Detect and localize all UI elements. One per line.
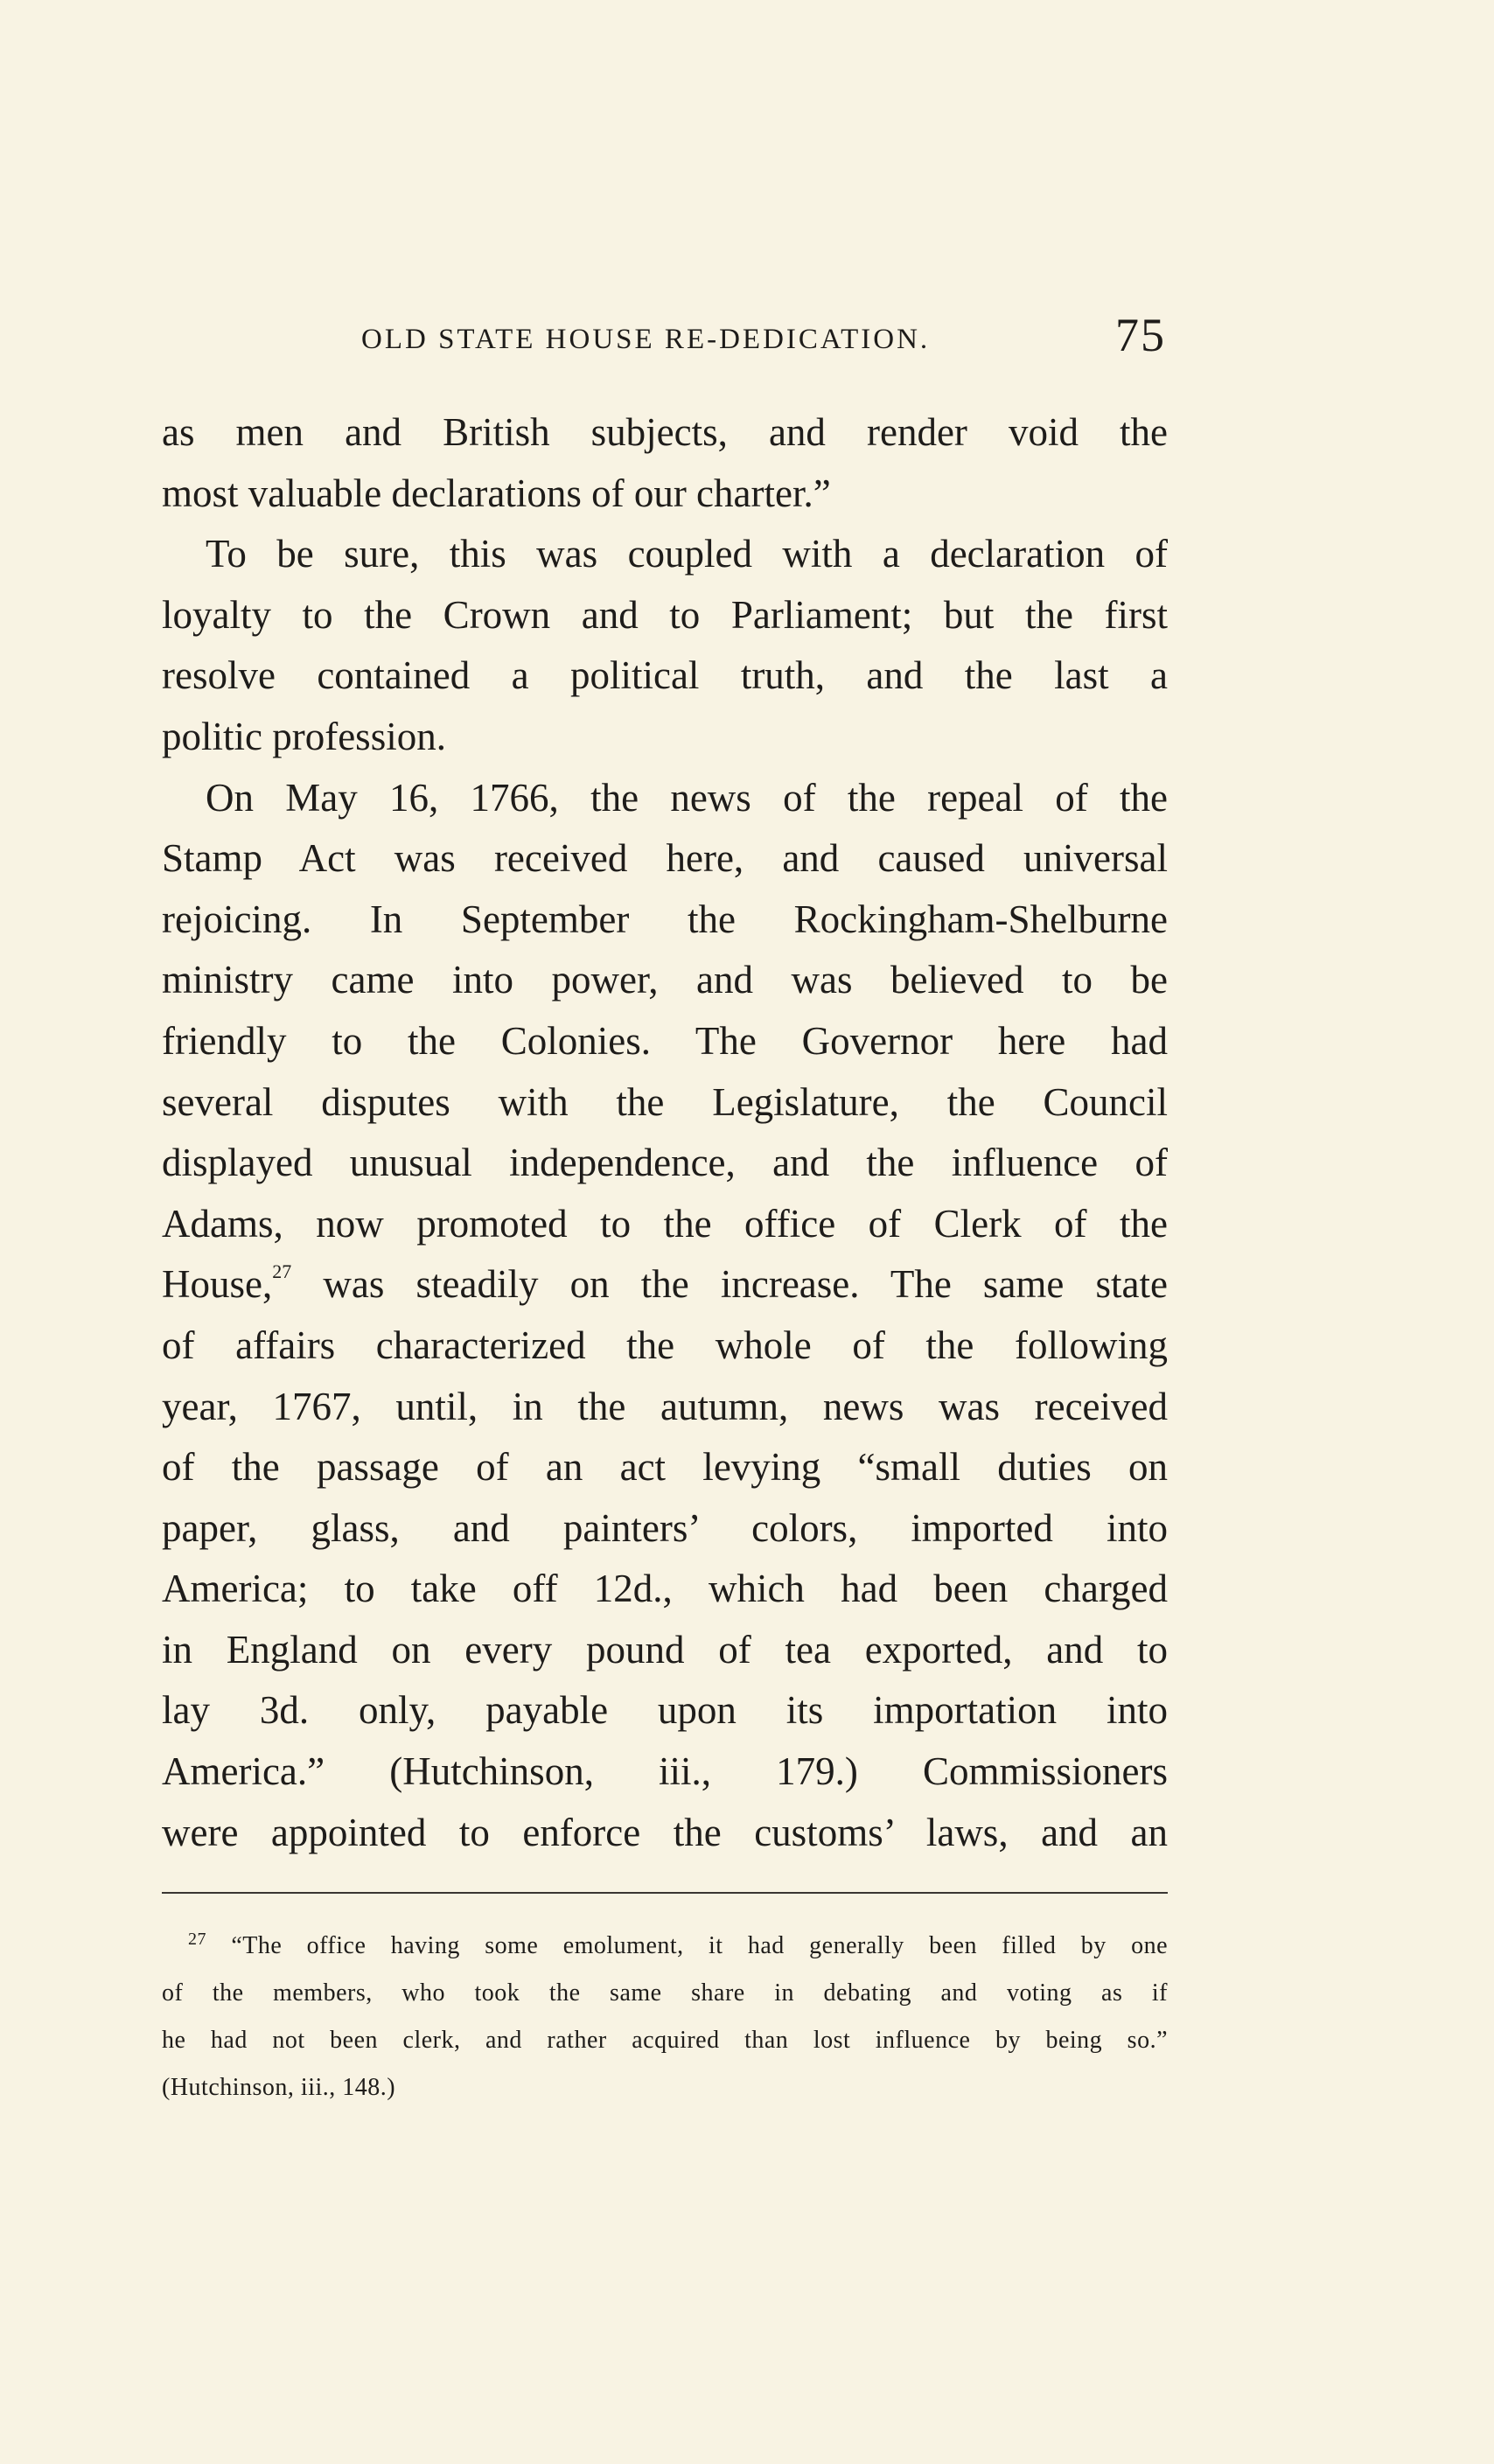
footnote-marker: 27 bbox=[188, 1930, 206, 1949]
text-line: as men and British subjects, and render void the bbox=[162, 410, 1168, 454]
text-line: America.” (Hutchinson, iii., 179.) Commissioners bbox=[162, 1749, 1168, 1794]
text-line: of the passage of an act levying “small duties on bbox=[162, 1445, 1168, 1490]
text-line: year, 1767, until, in the autumn, news was received bbox=[162, 1384, 1168, 1428]
text-line: resolve contained a political truth, and the last a bbox=[162, 653, 1168, 698]
text-line-with-footnote-ref bbox=[162, 1254, 1168, 1316]
text-line: lay 3d. only, payable upon its importation into bbox=[162, 1688, 1168, 1733]
text-line: paper, glass, and painters’ colors, imported into bbox=[162, 1505, 1168, 1550]
text-line: ministry came into power, and was believed to be bbox=[162, 958, 1168, 1002]
text-line: most valuable declarations of our charter.” bbox=[162, 471, 831, 515]
footnote-line: he had not been clerk, and rather acquired than lost influence by being so.” bbox=[162, 2027, 1168, 2054]
text-line: displayed unusual independence, and the influence of bbox=[162, 1141, 1168, 1185]
text-line: rejoicing. In September the Rockingham-Shelburne bbox=[162, 897, 1168, 941]
text-line: politic profession. bbox=[162, 714, 446, 758]
text-line: several disputes with the Legislature, the Council bbox=[162, 1079, 1168, 1124]
footnote-block bbox=[162, 1923, 1168, 2112]
footnote-divider bbox=[162, 1892, 1168, 1894]
text-line: To be sure, this was coupled with a declaration of bbox=[206, 532, 1168, 576]
text-line: loyalty to the Crown and to Parliament; but the first bbox=[162, 592, 1168, 637]
text-line: in England on every pound of tea exported, and to bbox=[162, 1627, 1168, 1672]
text-line: Adams, now promoted to the office of Clerk of the bbox=[162, 1201, 1168, 1246]
text-line: were appointed to enforce the customs’ laws, and an bbox=[162, 1810, 1168, 1854]
body-text bbox=[162, 402, 1168, 1863]
footnote-line bbox=[162, 1923, 1168, 1970]
footnote-line: (Hutchinson, iii., 148.) bbox=[162, 2074, 396, 2101]
running-head bbox=[162, 308, 1166, 371]
text-line: of affairs characterized the whole of the following bbox=[162, 1323, 1168, 1367]
text-line: friendly to the Colonies. The Governor here had bbox=[162, 1018, 1168, 1063]
text-line: America; to take off 12d., which had been charged bbox=[162, 1567, 1168, 1611]
text-line: On May 16, 1766, the news of the repeal of the bbox=[206, 775, 1168, 820]
running-head-title: OLD STATE HOUSE RE-DEDICATION. bbox=[361, 324, 931, 355]
text-segment: House, bbox=[162, 1262, 273, 1307]
footnote-line: of the members, who took the same share in debating and voting as if bbox=[162, 1979, 1168, 2007]
page-number: 75 bbox=[1115, 309, 1166, 361]
text-segment: was steadily on the increase. The same state bbox=[291, 1262, 1168, 1307]
footnote-reference: 27 bbox=[272, 1260, 292, 1283]
text-line: Stamp Act was received here, and caused universal bbox=[162, 836, 1168, 881]
footnote-text: “The office having some emolument, it had generally been filled by one bbox=[206, 1932, 1168, 1959]
